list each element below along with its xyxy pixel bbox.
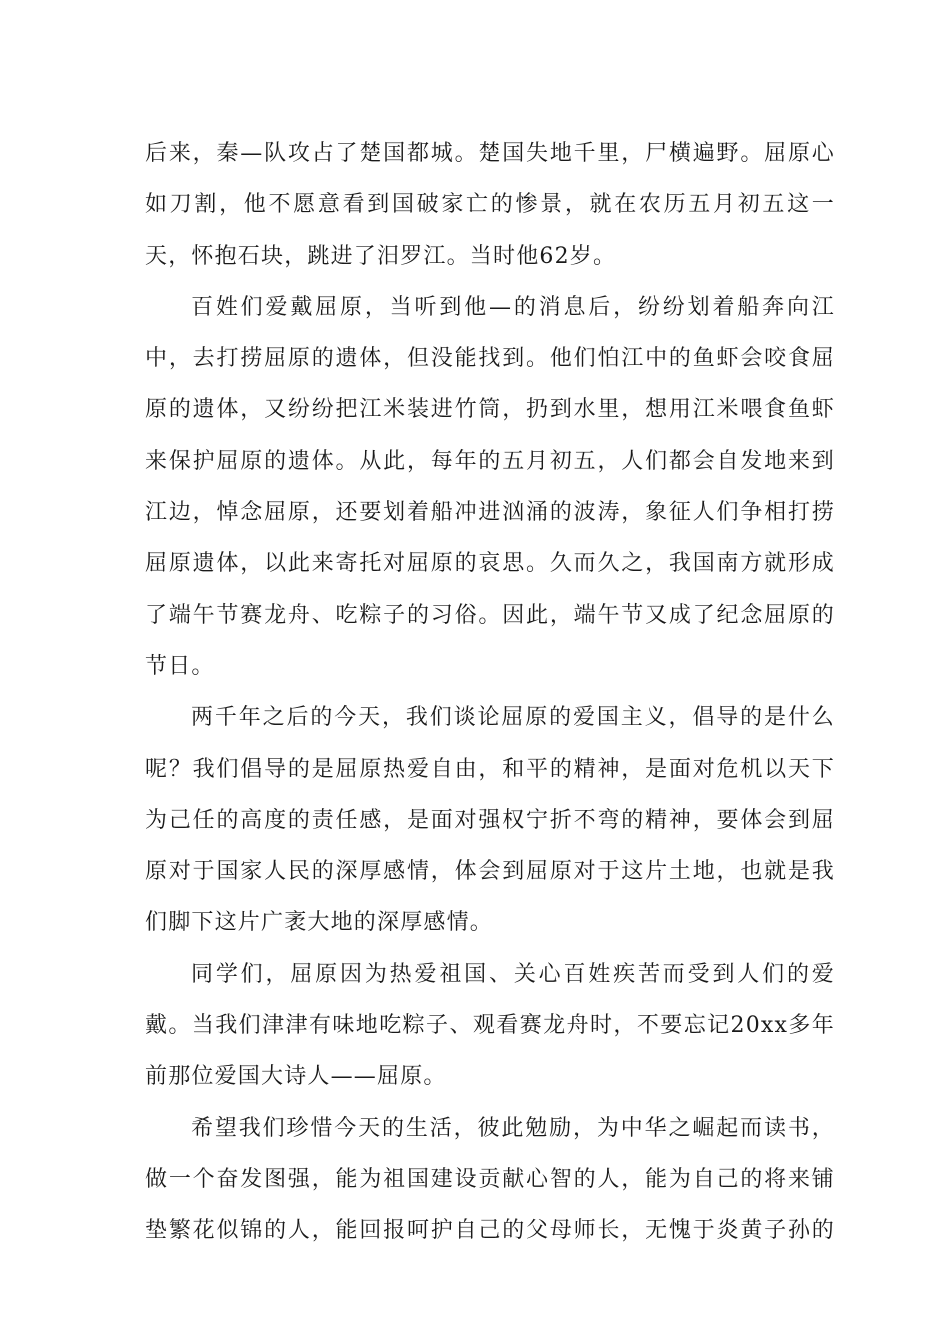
text-line: 两千年之后的今天，我们谈论屈原的爱国主义，倡导的是什么 <box>191 705 835 731</box>
text-line: 为己任的高度的责任感，是面对强权宁折不弯的精神，要体会到屈 <box>145 807 835 833</box>
text-line: 原的遗体，又纷纷把江米装进竹筒，扔到水里，想用江米喂食鱼虾 <box>145 397 835 423</box>
text-line: 戴。当我们津津有味地吃粽子、观看赛龙舟时，不要忘记20xx多年 <box>145 1013 835 1039</box>
text-line: 天，怀抱石块，跳进了汨罗江。当时他62岁。 <box>145 243 617 269</box>
text-line: 呢？我们倡导的是屈原热爱自由，和平的精神，是面对危机以天下 <box>145 756 835 782</box>
text-line: 原对于国家人民的深厚感情，体会到屈原对于这片土地，也就是我 <box>145 859 835 885</box>
text-line: 来保护屈原的遗体。从此，每年的五月初五，人们都会自发地来到 <box>145 448 835 474</box>
paragraph-2 <box>145 282 835 692</box>
document-body <box>145 128 835 1257</box>
text-line: 百姓们爱戴屈原，当听到他—的消息后，纷纷划着船奔向江 <box>191 294 835 320</box>
text-line: 做一个奋发图强，能为祖国建设贡献心智的人，能为自己的将来铺 <box>145 1166 835 1192</box>
text-line: 希望我们珍惜今天的生活，彼此勉励，为中华之崛起而读书， <box>191 1115 835 1141</box>
text-line: 江边，悼念屈原，还要划着船冲进汹涌的波涛，象征人们争相打捞 <box>145 500 835 526</box>
text-line: 们脚下这片广袤大地的深厚感情。 <box>145 910 494 936</box>
paragraph-5 <box>145 1103 835 1257</box>
text-line: 节日。 <box>145 653 215 679</box>
text-line: 前那位爱国大诗人——屈原。 <box>145 1064 447 1090</box>
text-line: 了端午节赛龙舟、吃粽子的习俗。因此，端午节又成了纪念屈原的 <box>145 602 835 628</box>
text-line: 同学们，屈原因为热爱祖国、关心百姓疾苦而受到人们的爱 <box>191 961 835 987</box>
text-line: 如刀割，他不愿意看到国破家亡的惨景，就在农历五月初五这一 <box>145 192 835 218</box>
paragraph-4 <box>145 949 835 1103</box>
text-line: 中，去打捞屈原的遗体，但没能找到。他们怕江中的鱼虾会咬食屈 <box>145 346 835 372</box>
text-line: 屈原遗体，以此来寄托对屈原的哀思。久而久之，我国南方就形成 <box>145 551 835 577</box>
text-line: 后来，秦—队攻占了楚国都城。楚国失地千里，尸横遍野。屈原心 <box>145 141 835 166</box>
text-line: 垫繁花似锦的人，能回报呵护自己的父母师长，无愧于炎黄子孙的 <box>145 1218 835 1244</box>
paragraph-1 <box>145 128 835 282</box>
paragraph-3 <box>145 692 835 948</box>
